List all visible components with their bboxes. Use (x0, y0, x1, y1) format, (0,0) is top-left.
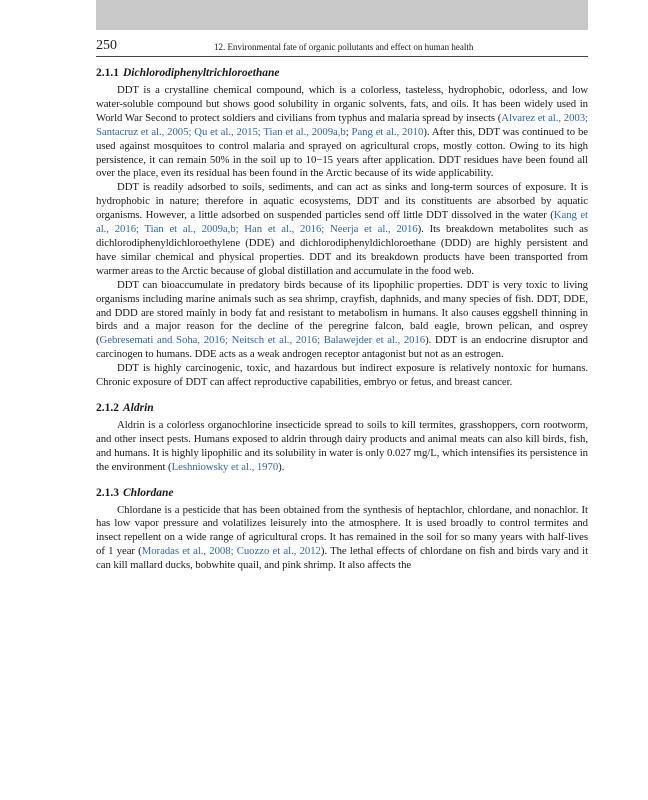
paragraph-text: DDT is readily adsorbed to soils, sediments, and can act as sinks and long-term sources of exposure. It is hydrophobic in nature; therefore in aquatic ecosystems, DDT and its constituents are absorbed by aquatic organisms. However, a little adsorbed on suspended particles send off little DDT dissolved in the water ( (96, 181, 588, 222)
paragraph-text: ; (345, 125, 352, 138)
paragraph (96, 181, 588, 278)
section-2-1-2 (96, 401, 588, 475)
section-heading (96, 401, 588, 416)
citation-link[interactable]: Kang et al., 2016; Tian et al., 2009a,b; Han et al., 2016; Neerja et al., 2016 (96, 209, 588, 236)
page-number: 250 (96, 38, 117, 53)
section-title: Chlordane (123, 486, 174, 499)
paragraph (96, 362, 588, 390)
paragraph-text: ). After this, DDT was continued to be used against mosquitoes to control malaria and sprayed on agricultural crops, mostly cotton. Owing to its high persistence, it can remain 50% in the soil up to 10−15 years after application. DDT residues have been found all over the place, even its residual has been found in the Arctic because of its wide applicability. (96, 125, 588, 180)
header-bar (96, 0, 588, 30)
section-number: 2.1.2 (96, 401, 119, 414)
paragraph-text: Chlordane is a pesticide that has been obtained from the synthesis of heptachlor, chlordane, and nonachlor. It has low vapor pressure and volatilizes leisurely into the atmosphere. It is used broadly to control termites and insect repellent on a wide range of agricultural crops. It has remained in the soil for so many years with half-lives of 1 year ( (96, 503, 588, 558)
citation-link[interactable]: Leshniowsky et al., 1970 (171, 460, 279, 473)
paragraph (96, 419, 588, 475)
section-2-1-1 (96, 66, 588, 390)
section-heading (96, 486, 588, 501)
paragraph-text: ). The lethal effects of chlordane on fish and birds vary and it can kill mallard ducks, bobwhite quail, and pink shrimp. It also affects the (96, 545, 589, 572)
citation-link[interactable]: Gebresemati and Soha, 2016; Neitsch et al., 2016; Balawejder et al., 2016 (99, 334, 426, 347)
section-title: Aldrin (123, 401, 154, 414)
section-title: Dichlorodiphenyltrichloroethane (123, 67, 280, 79)
section-number: 2.1.1 (96, 67, 119, 79)
paragraph-text: DDT is a crystalline chemical compound, which is a colorless, tasteless, hydrophobic, odorless, and low water-soluble compound but shows good solubility in organic solvents, fats, and oils. It has been widely used in World War Second to protect soldiers and civilians from typhus and malaria spread by insects ( (96, 84, 588, 124)
article-body (96, 66, 588, 573)
page-header (96, 38, 588, 57)
section-2-1-3 (96, 486, 588, 574)
paragraph (96, 84, 588, 181)
section-heading (96, 66, 588, 81)
paragraph-text: ). DDT is an endocrine disruptor and carcinogen to humans. DDE acts as a weak androgen receptor antagonist but not as an estrogen. (96, 334, 588, 361)
paragraph (96, 504, 588, 574)
citation-link[interactable]: Alvarez et al., 2003; Santacruz et al., 2005; Qu et al., 2015; Tian et al., 2009a,b (96, 111, 588, 138)
paragraph-text: DDT can bioaccumulate in predatory birds because of its lipophilic properties. DDT is very toxic to living organisms including marine animals such as sea shrimp, crayfish, daphnids, and many species of fish. DDT, DDE, and DDD are stored mainly in body fat and resistant to metabolism in humans. It also causes eggshell thinning in birds and a major reason for the decline of the peregrine falcon, bald eagle, brown pelican, and osprey ( (96, 278, 588, 347)
citation-link[interactable]: Pang et al., 2010 (351, 125, 424, 138)
paragraph-text: ). Its breakdown metabolites such as dichlorodiphenyldichloroethylene (DDE) and dichlorodiphenyldichloroethane (DDD) are highly persistent and have similar chemical and physical properties. DDT and its breakdown products have been transported from warmer areas to the Arctic because of global distillation and accumulate in the food web. (96, 223, 588, 277)
paragraph (96, 279, 588, 362)
paragraph-text: DDT is highly carcinogenic, toxic, and hazardous but indirect exposure is relatively nontoxic for humans. Chronic exposure of DDT can affect reproductive capabilities, embryo or fetus, and breast cancer. (96, 362, 588, 389)
paragraph-text: Aldrin is a colorless organochlorine insecticide spread to soils to kill termites, grasshoppers, corn rootworm, and other insect pests. Humans exposed to aldrin through dairy products and animal meats can also kill birds, fish, and humans. It is highly lipophilic and its solubility in water is only 0.027 mg/L, which intensifies its persistence in the environment ( (96, 418, 588, 473)
section-number: 2.1.3 (96, 486, 119, 499)
running-title: 12. Environmental fate of organic pollutants and effect on human health (214, 42, 474, 52)
citation-link[interactable]: Moradas et al., 2008; Cuozzo et al., 2012 (141, 545, 321, 558)
paragraph-text: ). (278, 460, 285, 473)
